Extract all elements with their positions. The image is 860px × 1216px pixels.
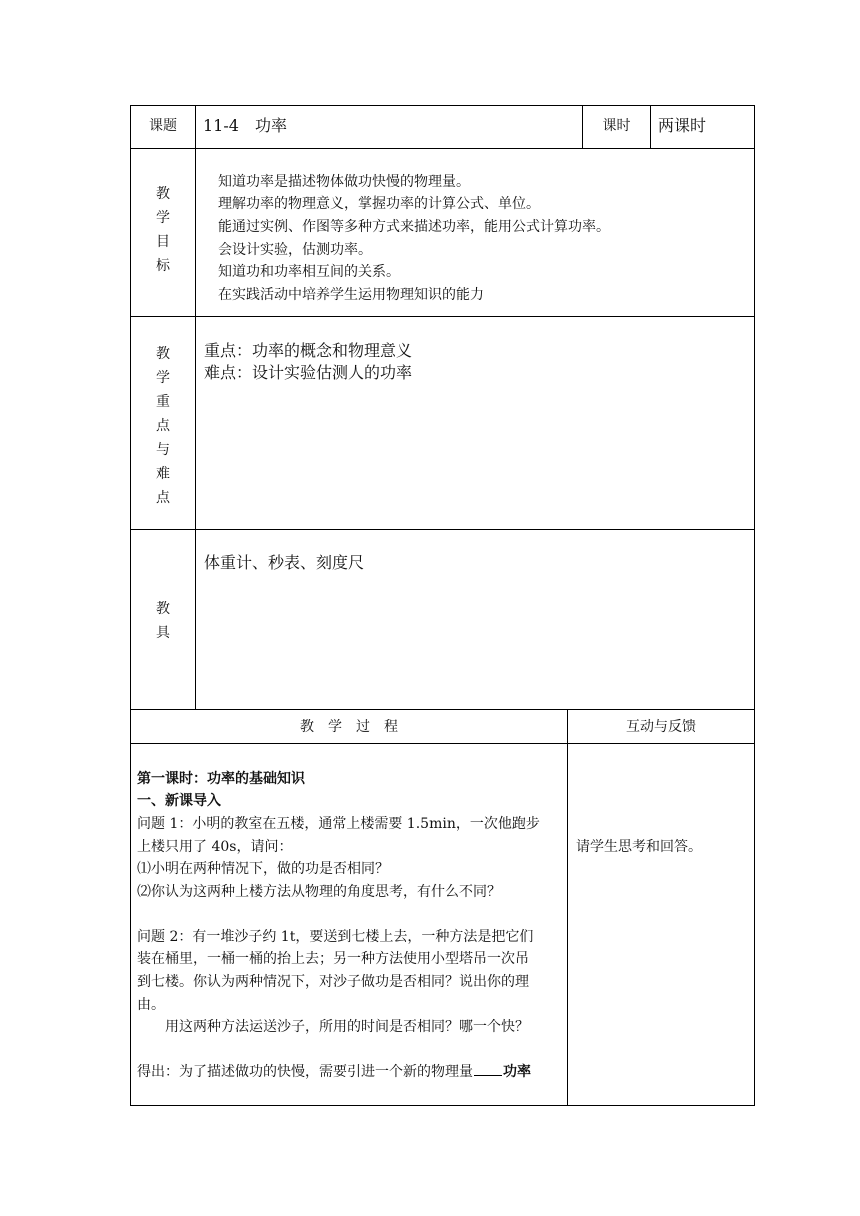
section-title: 一、新课导入 [137, 793, 221, 809]
hours-label: 课时 [602, 118, 631, 134]
objective-item: 知道功和功率相互间的关系。 [218, 264, 400, 280]
objective-item: 在实践活动中培养学生运用物理知识的能力 [218, 287, 484, 303]
objective-item: 会设计实验，估测功率。 [218, 242, 372, 258]
objective-item: 理解功率的物理意义，掌握功率的计算公式、单位。 [218, 196, 540, 212]
label-char: 点 [156, 490, 170, 506]
answer-blank [474, 1061, 502, 1076]
objectives-label [131, 182, 195, 278]
label-char: 具 [156, 625, 170, 641]
label-char: 学 [156, 210, 170, 226]
col-divider-hours-value [650, 105, 651, 148]
question-1-sub: ⑴小明在两种情况下，做的功是否相同？ [137, 861, 389, 877]
table-border-top [130, 105, 755, 106]
table-border-right [754, 105, 755, 1106]
label-char: 教 [156, 186, 170, 202]
label-char: 教 [156, 346, 170, 362]
question-2-follow: 用这两种方法运送沙子，所用的时间是否相同？哪一个快？ [165, 1019, 529, 1035]
label-char: 与 [156, 442, 170, 458]
question-2-line: 装在桶里，一桶一桶的抬上去；另一种方法使用小型塔吊一次吊 [137, 951, 529, 967]
question-1-line: 问题 1：小明的教室在五楼，通常上楼需要 1.5min，一次他跑步 [137, 816, 540, 832]
label-char: 标 [156, 258, 170, 274]
focus-point: 重点：功率的概念和物理意义 [204, 341, 413, 360]
conclusion [137, 1061, 531, 1083]
objective-item: 知道功率是描述物体做功快慢的物理量。 [218, 174, 470, 190]
tools-label [131, 597, 195, 645]
table-border-bottom [130, 1105, 755, 1106]
key-points-label [131, 342, 195, 510]
hours-value: 两课时 [658, 116, 707, 135]
row-divider [130, 148, 755, 149]
label-char: 教 [156, 601, 170, 617]
label-char: 点 [156, 418, 170, 434]
row-divider [130, 529, 755, 530]
topic-label: 课题 [149, 118, 177, 134]
question-2-line: 问题 2：有一堆沙子约 1t，要送到七楼上去，一种方法是把它们 [137, 929, 534, 945]
conclusion-answer: 功率 [503, 1064, 531, 1080]
process-header: 教 学 过 程 [300, 719, 398, 735]
row-divider [130, 316, 755, 317]
row-divider [130, 743, 755, 744]
label-char: 目 [156, 234, 170, 250]
difficulty-point: 难点：设计实验估测人的功率 [204, 363, 413, 382]
question-2-line: 由。 [137, 997, 165, 1013]
objective-item: 能通过实例、作图等多种方式来描述功率，能用公式计算功率。 [218, 219, 610, 235]
row-divider [130, 709, 755, 710]
label-char: 重 [156, 394, 170, 410]
feedback-header: 互动与反馈 [626, 719, 696, 735]
feedback-text: 请学生思考和回答。 [576, 839, 702, 855]
lesson-title: 第一课时：功率的基础知识 [137, 771, 305, 787]
question-1-sub: ⑵你认为这两种上楼方法从物理的角度思考，有什么不同？ [137, 884, 501, 900]
label-char: 难 [156, 466, 170, 482]
tools-value: 体重计、秒表、刻度尺 [204, 553, 365, 572]
col-divider-feedback [567, 709, 568, 1106]
col-divider-label [195, 105, 196, 709]
question-2-line: 到七楼。你认为两种情况下，对沙子做功是否相同？说出你的理 [137, 974, 529, 990]
topic-value: 11-4 功率 [203, 116, 287, 135]
label-char: 学 [156, 370, 170, 386]
question-1-line: 上楼只用了 40s，请问： [137, 839, 293, 855]
conclusion-prefix: 得出：为了描述做功的快慢，需要引进一个新的物理量 [137, 1064, 473, 1080]
